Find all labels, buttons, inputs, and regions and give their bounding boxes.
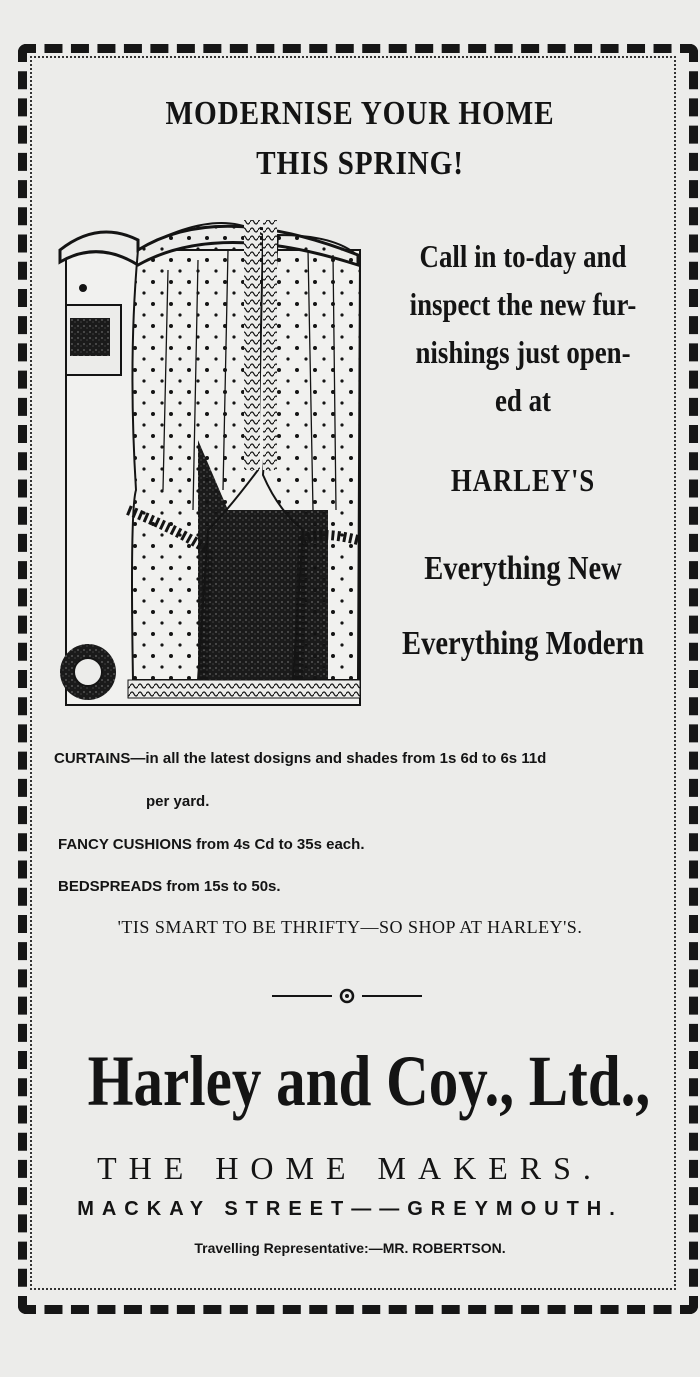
curtains-offer-cont: per yard. <box>146 793 210 810</box>
curtains-label: CURTAINS <box>54 750 131 767</box>
representative: Travelling Representative:—MR. ROBERTSON. <box>194 1240 506 1256</box>
bedspreads-offer <box>58 878 281 895</box>
slogan-line-1: Everything New <box>424 550 622 587</box>
bedspreads-text: from 15s to 50s. <box>162 878 281 895</box>
cushions-label: FANCY CUSHIONS <box>58 836 192 853</box>
curtains-text: —in all the latest dosigns and shades from 1s 6d to 6s 11d <box>130 750 547 767</box>
company-name: Harley and Coy., Ltd., <box>87 1041 651 1121</box>
bedspreads-label: BEDSPREADS <box>58 878 163 895</box>
tagline: THE HOME MAKERS. <box>97 1150 603 1186</box>
divider-ornament <box>272 984 422 1008</box>
curtain-illustration <box>58 210 368 710</box>
cushions-offer <box>58 836 364 853</box>
headline-line-1: MODERNISE YOUR HOME <box>165 95 555 132</box>
cushions-text: from 4s Cd to 35s each. <box>191 836 365 853</box>
motto: 'TIS SMART TO BE THRIFTY—SO SHOP AT HARLEY'S. <box>117 917 583 937</box>
intro-line-2: inspect the new fur- <box>409 286 637 322</box>
address: MACKAY STREET——GREYMOUTH. <box>77 1198 623 1220</box>
headline-line-2: THIS SPRING! <box>256 145 464 182</box>
intro-text <box>401 232 645 424</box>
intro-line-3: nishings just open- <box>415 334 631 370</box>
intro-line-4: ed at <box>495 382 551 418</box>
intro-line-1: Call in to-day and <box>419 238 627 274</box>
slogan-line-2: Everything Modern <box>402 625 644 662</box>
store-name: HARLEY'S <box>450 462 596 498</box>
curtains-offer <box>54 750 546 767</box>
